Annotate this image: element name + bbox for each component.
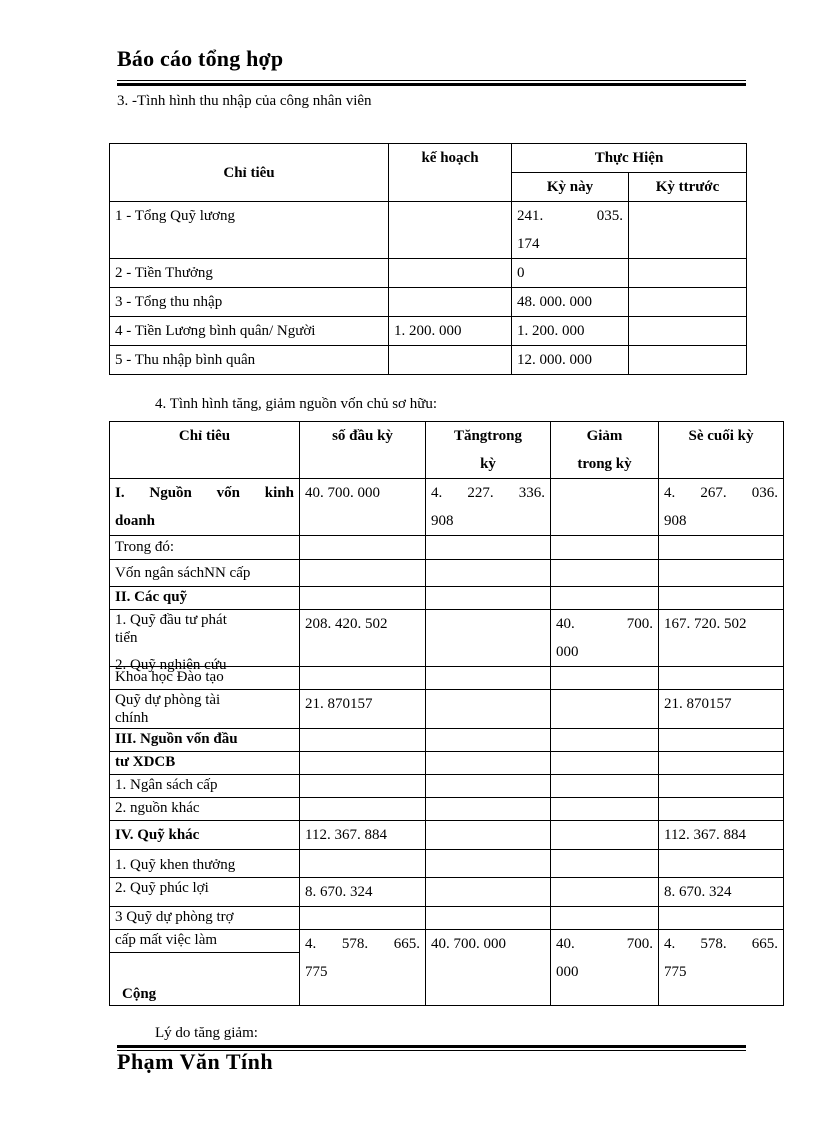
table-row: [110, 850, 784, 878]
cell-empty: [426, 610, 551, 667]
cell-kehoach: 1. 200. 000: [389, 317, 512, 346]
cell-kynay-line2: 174: [517, 236, 540, 252]
row-label-line2: doanh: [115, 513, 156, 529]
cell-empty: [659, 850, 784, 878]
cell-empty: [659, 536, 784, 560]
row-label: 2. Quỹ phúc lợi: [110, 878, 300, 907]
table-row: [110, 587, 784, 610]
cell-empty: [551, 560, 659, 587]
cell-empty: [426, 560, 551, 587]
row-label: 4 - Tiền Lương bình quân/ Người: [110, 317, 389, 346]
cell-kehoach: [389, 346, 512, 375]
cell-empty: [659, 560, 784, 587]
col-header-giam-line1: Giảm: [586, 428, 623, 444]
income-table: [109, 143, 747, 375]
cell-empty: [659, 667, 784, 690]
cell-tang: 40. 700. 000: [426, 930, 551, 1006]
cell-kytruoc: [629, 317, 747, 346]
table-row: [110, 775, 784, 798]
cell-empty: [659, 798, 784, 821]
cell-cuoiky: 21. 870157: [659, 690, 784, 729]
cell-dauky-line1: 4. 578. 665.: [305, 936, 420, 952]
col-header-thuchien: Thực Hiện: [512, 144, 747, 173]
cell-dauky: 8. 670. 324: [300, 878, 426, 907]
row-label: Trong đó:: [110, 536, 300, 560]
cell-empty: [300, 587, 426, 610]
cell-kynay: 0: [512, 259, 629, 288]
cell-cuoiky: 112. 367. 884: [659, 821, 784, 850]
cell-cuoiky: [659, 479, 784, 536]
cell-cuoiky-line2: 908: [664, 513, 687, 529]
row-label: 2. nguồn khác: [110, 798, 300, 821]
row-label: Khoa học Đào tạo: [110, 667, 300, 690]
cell-empty: [551, 690, 659, 729]
col-header-kytruoc: Kỳ ttrước: [629, 173, 747, 202]
table-row: [110, 930, 784, 953]
table-row: [110, 798, 784, 821]
cell-empty: [426, 667, 551, 690]
row-label: 3 Quỹ dự phòng trợ: [110, 907, 300, 930]
cell-empty: [426, 798, 551, 821]
cell-giam-line1: 40. 700.: [556, 936, 653, 952]
table-row: [110, 560, 784, 587]
table-row: [110, 479, 784, 536]
row-label: tư XDCB: [110, 752, 300, 775]
row-label: 1. Quỹ khen thưởng: [110, 850, 300, 878]
cell-empty: [551, 798, 659, 821]
section-4-title: 4. Tình hình tăng, giảm nguồn vốn chủ sơ hữu:: [155, 396, 438, 412]
cell-cuoiky-line2: 775: [664, 964, 687, 980]
col-header-tang-line2: kỳ: [480, 456, 496, 472]
table-row: [110, 752, 784, 775]
table-row: [110, 536, 784, 560]
cell-empty: [659, 775, 784, 798]
cell-empty: [551, 587, 659, 610]
cell-kynay: 48. 000. 000: [512, 288, 629, 317]
cell-empty: [300, 536, 426, 560]
cell-empty: [659, 587, 784, 610]
cell-empty: [551, 752, 659, 775]
cell-kehoach: [389, 202, 512, 259]
col-header-giam-line2: trong kỳ: [577, 456, 632, 472]
table-row: [110, 346, 747, 375]
col-header-dauky: số đầu kỳ: [300, 422, 426, 479]
row-label: cấp mất việc làm: [110, 930, 300, 953]
table-row: [110, 317, 747, 346]
row-label-line1: Quỹ dự phòng tài: [115, 692, 221, 708]
col-header-chitieu: Chỉ tiêu: [110, 144, 389, 202]
row-label: 2 - Tiền Thưởng: [110, 259, 389, 288]
cell-empty: [426, 821, 551, 850]
cell-empty: [426, 536, 551, 560]
row-label-line2: chính: [115, 710, 149, 726]
cell-giam-line2: 000: [556, 644, 579, 660]
cell-empty: [426, 690, 551, 729]
table-row: [110, 259, 747, 288]
row-label-line1: I. Nguồn vốn kinh: [115, 485, 294, 501]
cell-empty: [426, 907, 551, 930]
col-header-kehoach: kế hoạch: [389, 144, 512, 202]
cell-empty: [426, 752, 551, 775]
cell-empty: [551, 536, 659, 560]
cell-empty: [426, 878, 551, 907]
header-rule-top: [117, 80, 746, 81]
row-label: IV. Quỹ khác: [110, 821, 300, 850]
row-label: 3 - Tổng thu nhập: [110, 288, 389, 317]
row-label: [110, 690, 300, 729]
cell-dauky: [300, 930, 426, 1006]
col-header-cuoiky: Sè cuối kỳ: [659, 422, 784, 479]
cell-empty: [551, 878, 659, 907]
row-label-line2: tiển: [115, 630, 138, 646]
row-label-line1: 1. Quỹ đầu tư phát: [115, 612, 227, 628]
footer-rule-top: [117, 1045, 746, 1048]
cell-kynay: 12. 000. 000: [512, 346, 629, 375]
total-label: Cộng: [110, 953, 300, 1006]
cell-empty: [551, 850, 659, 878]
cell-empty: [426, 850, 551, 878]
cell-giam-line1: 40. 700.: [556, 616, 653, 632]
section-3-title: 3. -Tình hình thu nhập của công nhân viên: [117, 93, 372, 109]
cell-tang-line1: 4. 227. 336.: [431, 485, 545, 501]
equity-table: [109, 421, 784, 1006]
cell-empty: [300, 752, 426, 775]
cell-empty: [300, 775, 426, 798]
reason-label: Lý do tăng giảm:: [155, 1025, 258, 1041]
table-row: [110, 729, 784, 752]
row-label: III. Nguồn vốn đầu: [110, 729, 300, 752]
cell-giam: [551, 479, 659, 536]
col-header-kynay: Kỳ này: [512, 173, 629, 202]
cell-kynay: [512, 202, 629, 259]
row-label: Vốn ngân sáchNN cấp: [110, 560, 300, 587]
cell-cuoiky: [659, 930, 784, 1006]
cell-kynay-line1: 241. 035.: [517, 208, 623, 224]
cell-empty: [551, 821, 659, 850]
cell-kytruoc: [629, 288, 747, 317]
cell-empty: [300, 850, 426, 878]
row-label: II. Các quỹ: [110, 587, 300, 610]
cell-tang: [426, 479, 551, 536]
row-label-quy2-line1: 2. Quỹ nghiên cứu: [115, 657, 227, 673]
cell-kehoach: [389, 288, 512, 317]
cell-giam: [551, 610, 659, 667]
col-header-tang-line1: Tăngtrong: [453, 428, 523, 444]
cell-empty: [551, 775, 659, 798]
table-row: [110, 202, 747, 259]
col-header-giam: [551, 422, 659, 479]
header-rule-bottom: [117, 83, 746, 86]
cell-kytruoc: [629, 259, 747, 288]
cell-dauky: 208. 420. 502: [300, 610, 426, 667]
row-label: 1. Ngân sách cấp: [110, 775, 300, 798]
cell-dauky: 112. 367. 884: [300, 821, 426, 850]
cell-kytruoc: [629, 346, 747, 375]
cell-empty: [659, 729, 784, 752]
cell-empty: [551, 667, 659, 690]
table-row: [110, 821, 784, 850]
cell-giam: [551, 930, 659, 1006]
cell-empty: [426, 729, 551, 752]
cell-cuoiky: 8. 670. 324: [659, 878, 784, 907]
row-label: 1 - Tổng Quỹ lương: [110, 202, 389, 259]
cell-empty: [551, 729, 659, 752]
col-header-chitieu: Chỉ tiêu: [110, 422, 300, 479]
cell-cuoiky-line1: 4. 267. 036.: [664, 485, 778, 501]
row-label: 5 - Thu nhập bình quân: [110, 346, 389, 375]
cell-empty: [659, 752, 784, 775]
cell-kehoach: [389, 259, 512, 288]
cell-empty: [300, 729, 426, 752]
cell-giam-line2: 000: [556, 964, 579, 980]
table-row: [110, 288, 747, 317]
page-header-title: Báo cáo tổng hợp: [117, 46, 284, 71]
cell-kynay: 1. 200. 000: [512, 317, 629, 346]
cell-kytruoc: [629, 202, 747, 259]
cell-empty: [551, 907, 659, 930]
cell-dauky: 40. 700. 000: [300, 479, 426, 536]
cell-empty: [426, 775, 551, 798]
cell-empty: [300, 798, 426, 821]
cell-empty: [300, 907, 426, 930]
cell-empty: [300, 560, 426, 587]
table-row: [110, 907, 784, 930]
cell-cuoiky: 167. 720. 502: [659, 610, 784, 667]
col-header-tang: [426, 422, 551, 479]
cell-tang-line2: 908: [431, 513, 454, 529]
table-row: [110, 690, 784, 729]
cell-dauky: 21. 870157: [300, 690, 426, 729]
footer-author-name: Phạm Văn Tính: [117, 1049, 274, 1074]
cell-empty: [659, 907, 784, 930]
row-label: [110, 479, 300, 536]
cell-dauky-line2: 775: [305, 964, 328, 980]
table-row: [110, 878, 784, 907]
cell-empty: [300, 667, 426, 690]
cell-empty: [426, 587, 551, 610]
cell-cuoiky-line1: 4. 578. 665.: [664, 936, 778, 952]
